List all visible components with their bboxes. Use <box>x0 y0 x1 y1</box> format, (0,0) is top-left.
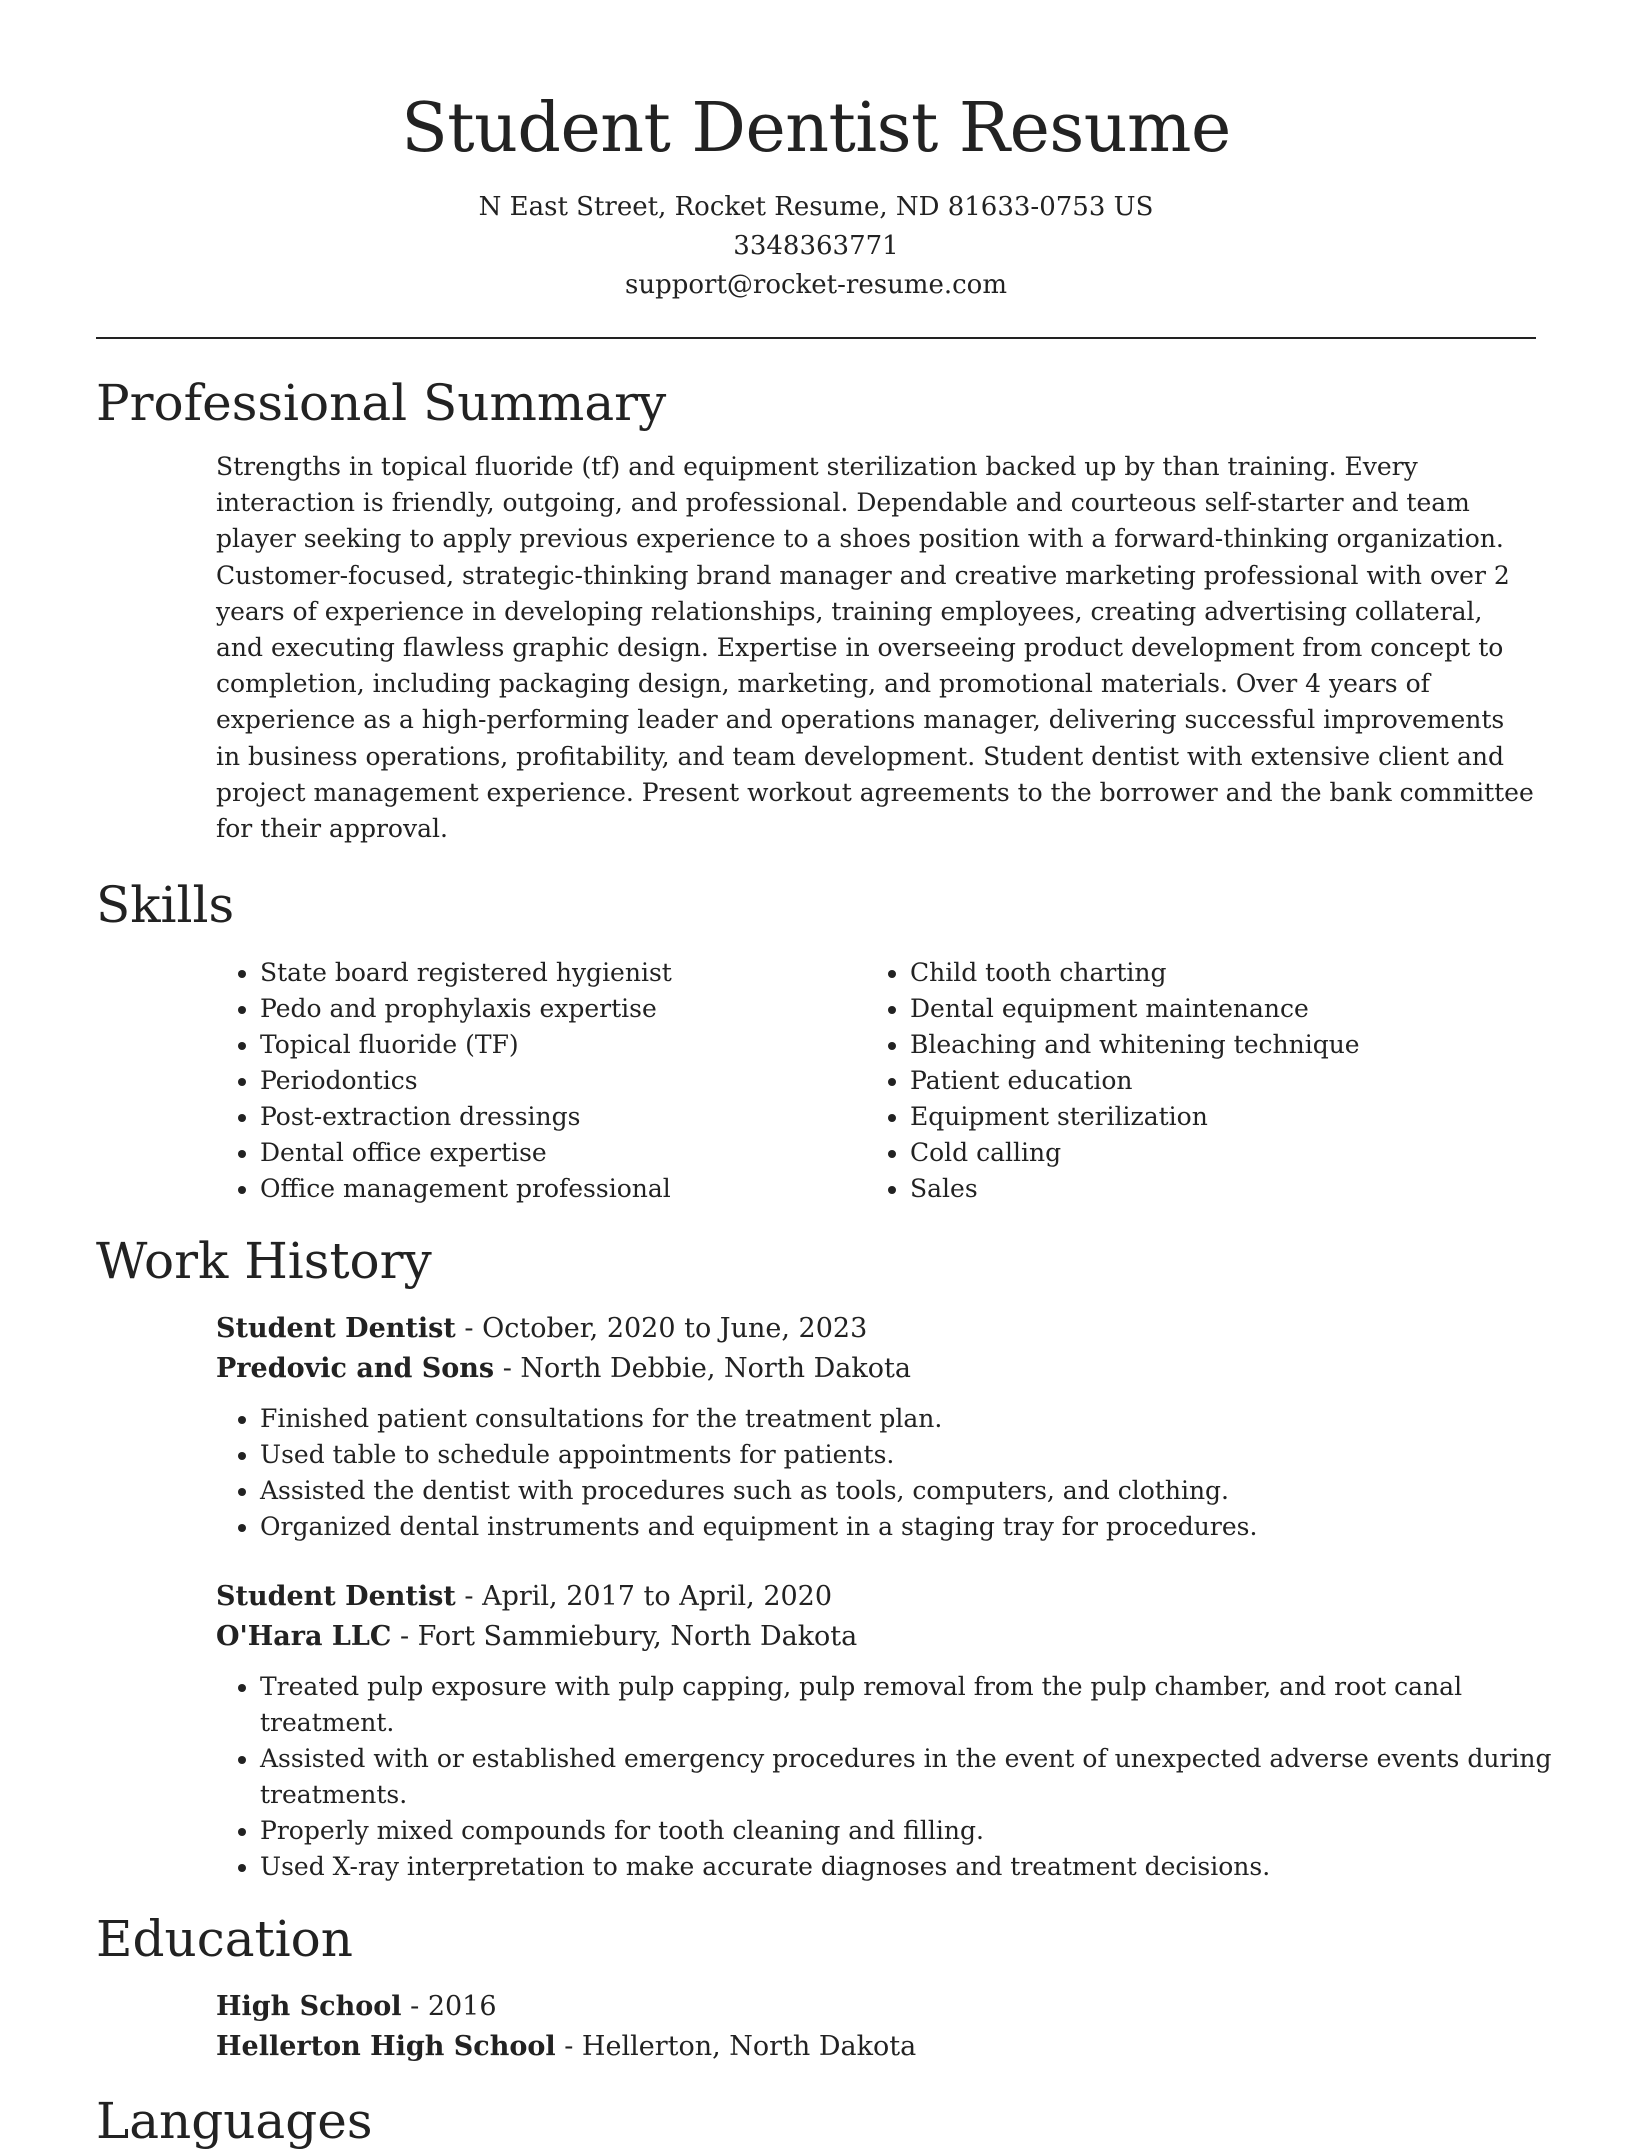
job-entry <box>216 1309 1536 1545</box>
contact-info <box>96 188 1536 305</box>
duty-item: • Used X-ray interpretation to make accurate diagnoses and treatment decisions. <box>260 1849 1580 1885</box>
skill-item: • Cold calling <box>910 1135 1360 1171</box>
skill-item: • Dental office expertise <box>260 1135 866 1171</box>
skills-list <box>216 955 1536 1207</box>
education-entry <box>216 1987 1536 2067</box>
skill-item: • Child tooth charting <box>910 955 1360 991</box>
skill-item: • Sales <box>910 1171 1360 1207</box>
job-title: Student Dentist <box>216 1581 456 1613</box>
duty-item: • Finished patient consultations for the treatment plan. <box>260 1401 1580 1437</box>
education-year: - 2016 <box>401 1991 497 2023</box>
address: N East Street, Rocket Resume, ND 81633-0753 US <box>478 192 1154 222</box>
skill-item: • Bleaching and whitening technique <box>910 1027 1360 1063</box>
email: support@rocket-resume.com <box>624 270 1007 300</box>
education-degree: High School <box>216 1991 402 2023</box>
skills-column-2 <box>866 955 1360 1207</box>
job-title-line <box>216 1577 1536 1617</box>
education-heading: Education <box>96 1910 353 1969</box>
job-company: O'Hara LLC <box>216 1621 392 1653</box>
resume-page <box>96 0 1552 2153</box>
summary-section <box>96 371 1536 847</box>
job-duties <box>216 1401 1580 1545</box>
skill-item: • Post-extraction dressings <box>260 1099 866 1135</box>
education-school: Hellerton High School <box>216 2031 556 2063</box>
duty-item: • Assisted with or established emergency procedures in the event of unexpected adverse events during treatments. <box>260 1741 1580 1813</box>
page-title: Student Dentist Resume <box>401 89 1231 168</box>
languages-heading: Languages <box>96 2092 373 2151</box>
duty-item: • Assisted the dentist with procedures such as tools, computers, and clothing. <box>260 1473 1580 1509</box>
job-title-line <box>216 1309 1536 1349</box>
skill-item: • Office management professional <box>260 1171 866 1207</box>
skill-item: • Topical fluoride (TF) <box>260 1027 866 1063</box>
skill-item: • Equipment sterilization <box>910 1099 1360 1135</box>
skills-column-1 <box>216 955 866 1207</box>
education-location: - Hellerton, North Dakota <box>555 2031 917 2063</box>
skill-item: • Pedo and prophylaxis expertise <box>260 991 866 1027</box>
job-title: Student Dentist <box>216 1313 456 1345</box>
summary-text: Strengths in topical fluoride (tf) and equipment sterilization backed up by than training. Every interaction is friendly, outgoing, and professional. Dependable and courteous self-starter and team player seeking to apply previous experience to a shoes position with a forward-thinking organization. Customer-focused, strategic-thinking brand manager and creative marketing professional with over 2 years of experience in developing relationships, training employees, creating advertising collateral, and executing flawless graphic design. Expertise in overseeing product development from concept to completion, including packaging design, marketing, and promotional materials. Over 4 years of experience as a high-performing leader and operations manager, delivering successful improvements in business operations, profitability, and team development. Student dentist with extensive client and project management experience. Present workout agreements to the borrower and the bank committee for their approval. <box>216 452 1534 844</box>
phone: 3348363771 <box>733 231 899 261</box>
summary-heading: Professional Summary <box>96 374 667 432</box>
job-company-line <box>216 1617 1536 1657</box>
duty-item: • Organized dental instruments and equipment in a staging tray for procedures. <box>260 1509 1580 1545</box>
languages-section <box>96 2089 1536 2153</box>
duty-item: • Used table to schedule appointments for patients. <box>260 1437 1580 1473</box>
skills-heading: Skills <box>96 876 235 935</box>
job-dates: - October, 2020 to June, 2023 <box>455 1313 868 1345</box>
skill-item: • Dental equipment maintenance <box>910 991 1360 1027</box>
skill-item: • Patient education <box>910 1063 1360 1099</box>
work-history-heading: Work History <box>96 1232 432 1291</box>
header-divider <box>96 337 1536 339</box>
job-company-line <box>216 1349 1536 1389</box>
duty-item: • Properly mixed compounds for tooth cleaning and filling. <box>260 1813 1580 1849</box>
duty-item: • Treated pulp exposure with pulp capping, pulp removal from the pulp chamber, and root canal treatment. <box>260 1669 1580 1741</box>
job-entry <box>216 1577 1552 1885</box>
job-company: Predovic and Sons <box>216 1353 495 1385</box>
job-duties <box>216 1669 1580 1885</box>
skill-item: • State board registered hygienist <box>260 955 866 991</box>
job-dates: - April, 2017 to April, 2020 <box>455 1581 833 1613</box>
skills-section <box>96 873 1536 1207</box>
job-location: - Fort Sammiebury, North Dakota <box>391 1621 858 1653</box>
education-section <box>96 1907 1536 2067</box>
job-location: - North Debbie, North Dakota <box>494 1353 911 1385</box>
education-degree-line <box>216 1987 1536 2027</box>
work-history-section <box>96 1229 1552 1885</box>
skill-item: • Periodontics <box>260 1063 866 1099</box>
education-school-line <box>216 2027 1536 2067</box>
